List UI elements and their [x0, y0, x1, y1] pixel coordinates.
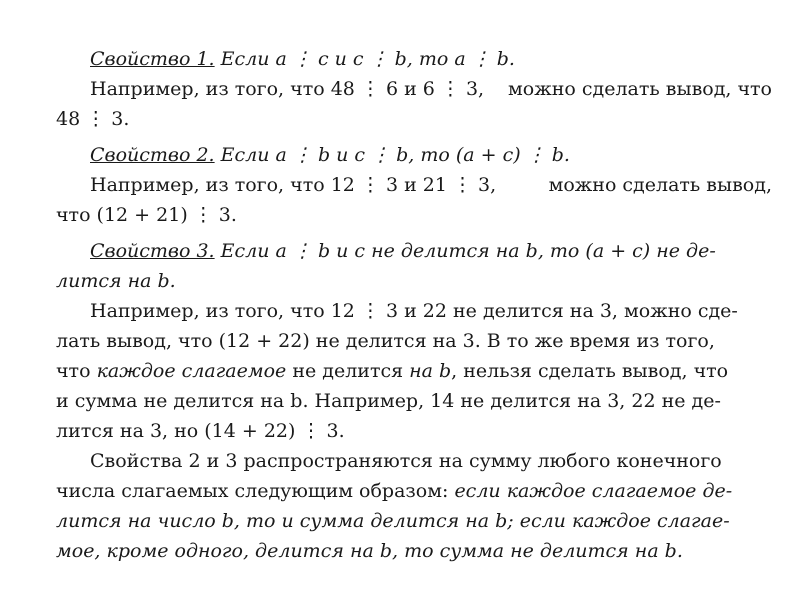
summary-line-3: лится на число b, то и сумма делится на b; если каждое слагае- — [56, 510, 730, 532]
property-2-title: Свойство 2. — [90, 144, 215, 166]
property-2-statement: Если a ⋮ b и c ⋮ b, то (a + c) ⋮ b. — [214, 144, 570, 166]
property-3-example-line-2: лать вывод, что (12 + 22) не делится на 3. В то же время из того, — [56, 330, 715, 352]
summary-line-1: Свойства 2 и 3 распространяются на сумму любого конечного — [90, 450, 722, 472]
summary-line-4: мое, кроме одного, делится на b, то сумма не делится на b. — [56, 540, 683, 562]
property-3-statement-line-2: лится на b. — [56, 270, 176, 292]
property-3-statement-line-1: Если a ⋮ b и c не делится на b, то (a + c) не де- — [214, 240, 716, 262]
property-3-heading — [56, 236, 772, 266]
property-3-example-line-1: Например, из того, что 12 ⋮ 3 и 22 не делится на 3, можно сде- — [90, 300, 738, 322]
property-1-title: Свойство 1. — [90, 48, 215, 70]
property-3-example-line-5: лится на 3, но (14 + 22) ⋮ 3. — [56, 420, 345, 442]
property-1-heading — [56, 44, 772, 74]
property-2-example-line-2: что (12 + 21) ⋮ 3. — [56, 204, 237, 226]
property-3-example-line-3: что каждое слагаемое не делится на b, нельзя сделать вывод, что — [56, 360, 729, 382]
property-2-heading — [56, 140, 772, 170]
property-1-statement: Если a ⋮ c и c ⋮ b, то a ⋮ b. — [214, 48, 515, 70]
property-2-example-line-1: Например, из того, что 12 ⋮ 3 и 21 ⋮ 3, можно сделать вывод, — [90, 174, 772, 196]
property-1-example-line-2: 48 ⋮ 3. — [56, 108, 130, 130]
property-3-title: Свойство 3. — [90, 240, 215, 262]
property-1-example-line-1: Например, из того, что 48 ⋮ 6 и 6 ⋮ 3, можно сделать вывод, что — [90, 78, 772, 100]
property-3-example-line-4: и сумма не делится на b. Например, 14 не делится на 3, 22 не де- — [56, 390, 721, 412]
summary-line-2: числа слагаемых следующим образом: если каждое слагаемое де- — [56, 480, 733, 502]
